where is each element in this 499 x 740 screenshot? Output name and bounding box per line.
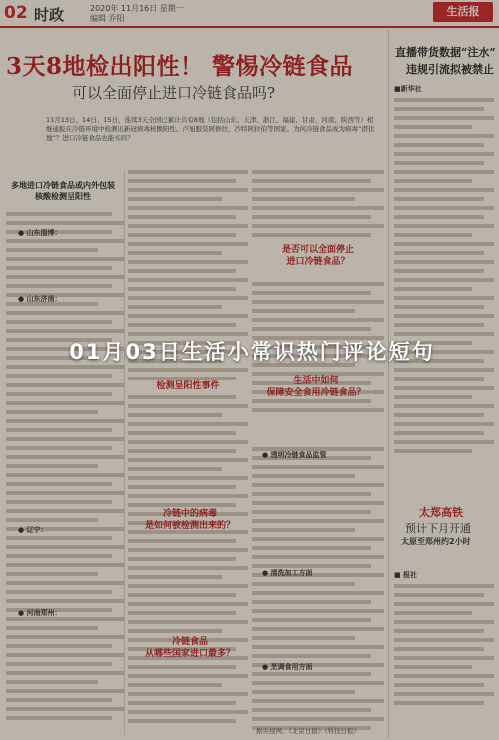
section-label: ● 山东淄博： bbox=[18, 229, 62, 237]
box-heading-import-countries: 冷链食品 从哪些国家进口最多？ bbox=[144, 637, 235, 659]
editor-line: 编辑 乔阳 bbox=[90, 14, 125, 23]
right-article-body bbox=[394, 84, 494, 484]
lead-paragraph: 11月13日、14日、15日，连续3天全国已累计共有8地（包括山东、天津、浙江、福建、甘肃、河南、陕西等）相继通报在冷链环境中检测出新冠病毒核酸阳性。卢旭服装阿修拉，沙特阿拉伯等国家。为何冷链食品成为病毒“潜伏地”？进口冷链食品也能买吗？ bbox=[46, 116, 375, 142]
page-number: 02 bbox=[4, 3, 28, 23]
box-heading-stop-imports: 是否可以全面停止 进口冷链食品？ bbox=[281, 245, 354, 267]
date-line: 2020年 11月16日 星期一 bbox=[90, 4, 184, 13]
right-sidebar bbox=[388, 30, 495, 738]
page-header bbox=[0, 0, 499, 26]
newspaper-logo: 生活报 bbox=[433, 2, 493, 22]
section-label: ● 山东济南： bbox=[18, 295, 62, 303]
section-label: ● 透明冷链食品监管 bbox=[262, 451, 327, 459]
right-subhead-duration: 太原至郑州约2小时 bbox=[401, 537, 471, 546]
right-article-body-2 bbox=[394, 570, 494, 710]
footer-credit: 据央视网、《北京日报》《科技日报》 bbox=[256, 727, 360, 735]
section-label: ● 辽宁： bbox=[18, 526, 48, 534]
right-byline-2: ■ 报社 bbox=[394, 571, 418, 579]
article-column-1 bbox=[6, 170, 125, 735]
right-headline-line2: 违规引流拟被禁止 bbox=[406, 63, 494, 76]
overlay-title: 01月03日生活小常识热门评论短句 bbox=[69, 340, 435, 364]
section-name: 时政 bbox=[34, 6, 65, 24]
column-1-heading: 多地进口冷链食品或内外包装 核酸检测呈阳性 bbox=[11, 181, 115, 201]
section-label: ● 河南郑州： bbox=[18, 609, 62, 617]
main-headline: 3天8地检出阳性！ 警惕冷链食品 bbox=[6, 53, 354, 80]
header-rule bbox=[0, 26, 499, 28]
section-label: ● 烹调食用方面 bbox=[262, 663, 313, 671]
right-headline-line1: 直播带货数据“注水” bbox=[395, 46, 496, 59]
section-label: ● 清洗加工方面 bbox=[262, 569, 313, 577]
main-subhead: 可以全面停止进口冷链食品吗? bbox=[72, 84, 276, 102]
box-heading-positive-events: 检测呈阳性事件 bbox=[128, 380, 248, 392]
right-headline-rail: 太郑高铁 bbox=[419, 506, 463, 519]
right-subhead-rail: 预计下月开通 bbox=[405, 522, 471, 535]
right-byline: ■新华社 bbox=[394, 85, 422, 93]
box-heading-safe-eating: 生活中如何 保障安全食用冷链食品？ bbox=[266, 376, 366, 398]
box-heading-virus-detection: 冷链中的病毒 是如何被检测出来的？ bbox=[144, 509, 235, 531]
